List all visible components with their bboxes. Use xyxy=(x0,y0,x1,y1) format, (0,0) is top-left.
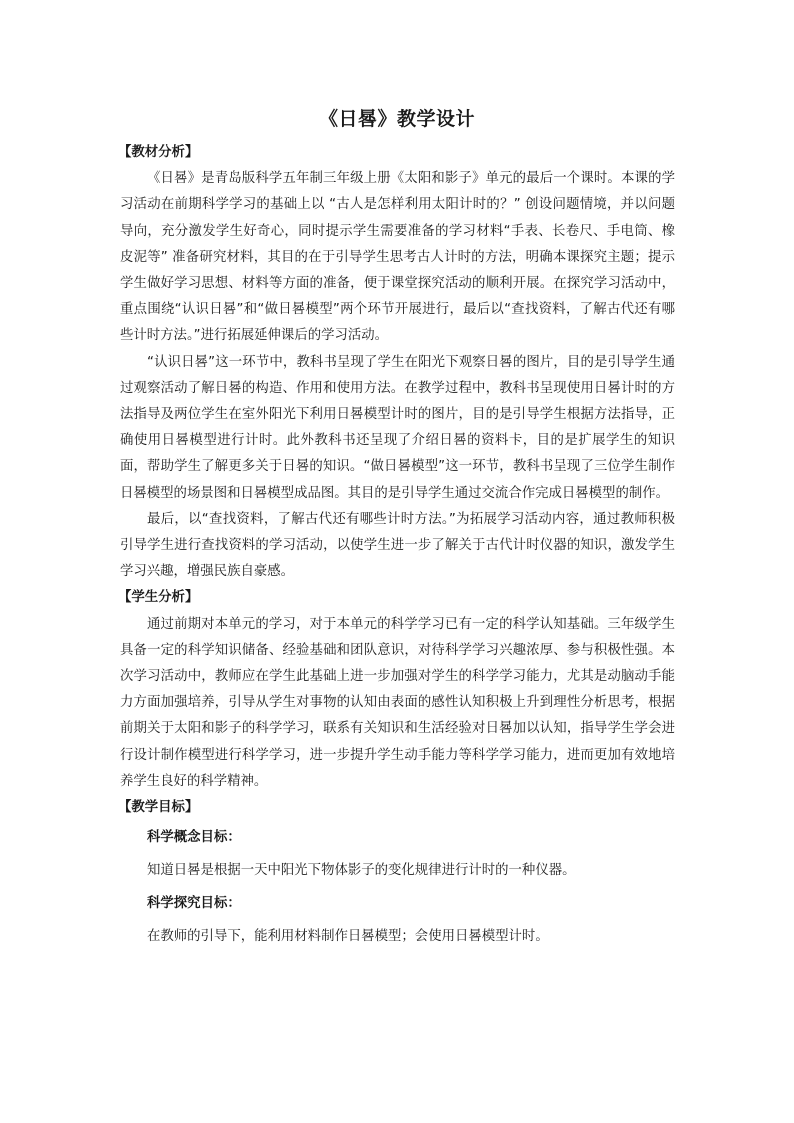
textbook-analysis-paragraph-1: 《日晷》是青岛版科学五年制三年级上册《太阳和影子》单元的最后一个课时。本课的学习活动在前期科学学习的基础上以 “古人是怎样利用太阳计时的？” 创设问题情境，并以问题导向，充分激发学生好奇心，同时提示学生需要准备的学习材料“手表、长卷尺、手电筒、橡皮泥等” 准备研究材料，其目的在于引导学生思考古人计时的方法，明确本课探究主题；提示学生做好学习思想、材料等方面的准备，便于课堂探究活动的顺利开展。在探究学习活动中，重点围绕“认识日晷”和“做日晷模型”两个环节开展进行，最后以“查找资料，了解古代还有哪些计时方法。”进行拓展延伸课后的学习活动。 xyxy=(120,171,675,344)
section-heading-teaching-goals: 【教学目标】 xyxy=(118,800,199,816)
goal-text-science-inquiry: 在教师的引导下，能利用材料制作日晷模型；会使用日晷模型计时。 xyxy=(147,929,549,945)
student-analysis-paragraph: 通过前期对本单元的学习，对于本单元的科学学习已有一定的科学认知基础。三年级学生具备一定的科学知识储备、经验基础和团队意识，对待科学学习兴趣浓厚、参与积极性强。本次学习活动中，教师应在学生此基础上进一步加强对学生的科学学习能力，尤其是动脑动手能力方面加强培养，引导从学生对事物的认知由表面的感性认知积极上升到理性分析思考，根据前期关于太阳和影子的科学学习，联系有关知识和生活经验对日晷加以认知，指导学生学会进行设计制作模型进行科学学习，进一步提升学生动手能力等科学学习能力，进而更加有效地培养学生良好的科学精神。 xyxy=(120,616,675,789)
goal-text-science-concept: 知道日晷是根据一天中阳光下物体影子的变化规律进行计时的一种仪器。 xyxy=(147,863,576,879)
goal-label-science-concept: 科学概念目标： xyxy=(147,830,241,846)
textbook-analysis-paragraph-2: “认识日晷”这一环节中，教科书呈现了学生在阳光下观察日晷的图片，目的是引导学生通过观察活动了解日晷的构造、作用和使用方法。在教学过程中，教科书呈现使用日晷计时的方法指导及两位学生在室外阳光下利用日晷模型计时的图片，目的是引导学生根据方法指导，正确使用日晷模型进行计时。此外教科书还呈现了介绍日晷的资料卡，目的是扩展学生的知识面，帮助学生了解更多关于日晷的知识。“做日晷模型”这一环节，教科书呈现了三位学生制作日晷模型的场景图和日晷模型成品图。其目的是引导学生通过交流合作完成日晷模型的制作。 xyxy=(120,354,675,501)
document-title: 《日晷》教学设计 xyxy=(318,108,475,130)
section-heading-student-analysis: 【学生分析】 xyxy=(118,590,199,606)
section-heading-textbook-analysis: 【教材分析】 xyxy=(118,145,199,160)
document-body xyxy=(120,140,675,953)
textbook-analysis-paragraph-3: 最后，以“查找资料，了解古代还有哪些计时方法。”为拓展学习活动内容，通过教师积极引导学生进行查找资料的学习活动，以使学生进一步了解关于古代计时仪器的知识，激发学生学习兴趣，增强民族自豪感。 xyxy=(120,511,675,580)
goal-label-science-inquiry: 科学探究目标： xyxy=(147,896,241,912)
